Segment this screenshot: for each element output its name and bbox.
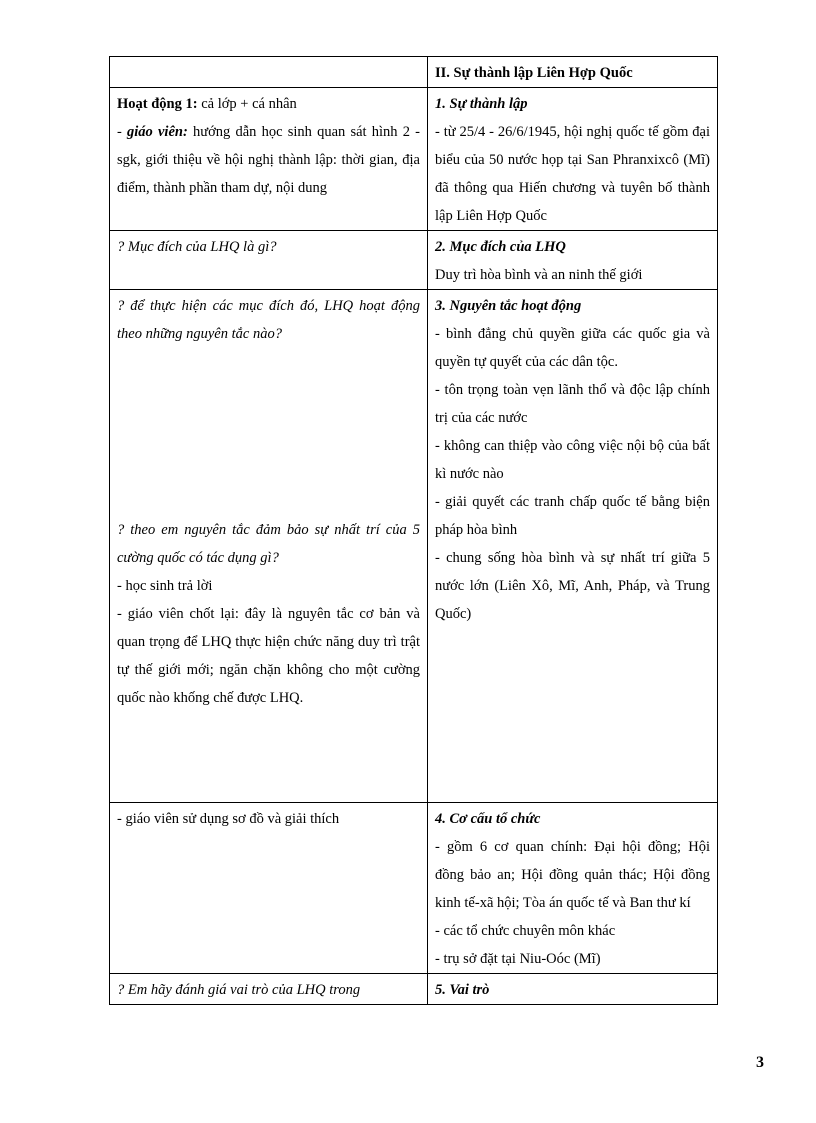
- table-cell: [428, 803, 718, 974]
- teacher-text: hướng dẫn học sinh quan sát hình 2 - sgk, giới thiệu về hội nghị thành lập: thời gian, địa điểm, thành phần tham dự, nội dung: [117, 124, 420, 196]
- paragraph: - từ 25/4 - 26/6/1945, hội nghị quốc tế gồm đại biểu của 50 nước họp tại San Phranxixcô (Mĩ) đã thông qua Hiến chương và tuyên bố thành lập Liên Hợp Quốc: [435, 124, 710, 224]
- list-item: - trụ sở đặt tại Niu-Oóc (Mĩ): [435, 951, 601, 967]
- question: ? Em hãy đánh giá vai trò của LHQ trong: [117, 982, 361, 998]
- activity-label: Hoạt động 1:: [117, 96, 198, 112]
- activity-text: cả lớp + cá nhân: [197, 96, 297, 112]
- table-cell: [110, 88, 428, 231]
- table-cell: [428, 290, 718, 803]
- subsection-heading: 3. Nguyên tắc hoạt động: [435, 298, 582, 314]
- question: ? theo em nguyên tắc đảm bảo sự nhất trí của 5 cường quốc có tác dụng gì?: [117, 522, 420, 566]
- table-row: [110, 57, 718, 88]
- list-item: - bình đẳng chủ quyền giữa các quốc gia và quyền tự quyết của các dân tộc.: [435, 326, 710, 370]
- table-row: [110, 290, 718, 803]
- list-item: - gồm 6 cơ quan chính: Đại hội đồng; Hội đồng bảo an; Hội đồng quản thác; Hội đồng kinh tế-xã hội; Tòa án quốc tế và Ban thư kí: [435, 839, 710, 911]
- lesson-table: [109, 56, 718, 1005]
- list-item: - chung sống hòa bình và sự nhất trí giữa 5 nước lớn (Liên Xô, Mĩ, Anh, Pháp, và Trung Quốc): [435, 550, 710, 622]
- table-row: [110, 803, 718, 974]
- table-row: [110, 231, 718, 290]
- list-item: - giải quyết các tranh chấp quốc tế bằng biện pháp hòa bình: [435, 494, 710, 538]
- table-cell: [428, 57, 718, 88]
- table-row: [110, 88, 718, 231]
- table-cell: [110, 803, 428, 974]
- page-number: 3: [756, 1054, 764, 1071]
- paragraph: Duy trì hòa bình và an ninh thế giới: [435, 267, 643, 283]
- teacher-label: giáo viên:: [127, 124, 188, 140]
- list-item: - các tổ chức chuyên môn khác: [435, 923, 616, 939]
- table-cell: [428, 88, 718, 231]
- question: ? để thực hiện các mục đích đó, LHQ hoạt động theo những nguyên tắc nào?: [117, 298, 420, 342]
- list-item: - tôn trọng toàn vẹn lãnh thổ và độc lập chính trị của các nước: [435, 382, 710, 426]
- table-cell: [110, 974, 428, 1005]
- section-heading: II. Sự thành lập Liên Hợp Quốc: [435, 65, 633, 81]
- subsection-heading: 2. Mục đích của LHQ: [435, 239, 566, 255]
- table-cell: [428, 974, 718, 1005]
- table-row: [110, 974, 718, 1005]
- table-cell: [428, 231, 718, 290]
- list-item: - không can thiệp vào công việc nội bộ của bất kì nước nào: [435, 438, 710, 482]
- table-cell: [110, 231, 428, 290]
- table-cell: [110, 290, 428, 803]
- answer: - giáo viên chốt lại: đây là nguyên tắc cơ bản và quan trọng để LHQ thực hiện chức năng duy trì trật tự thế giới mới; ngăn chặn không cho một cường quốc nào khống chế được LHQ.: [117, 606, 420, 706]
- subsection-heading: 1. Sự thành lập: [435, 96, 528, 112]
- question: ? Mục đích của LHQ là gì?: [117, 239, 277, 255]
- paragraph: - giáo viên sử dụng sơ đồ và giải thích: [117, 811, 340, 827]
- subsection-heading: 4. Cơ cấu tổ chức: [435, 811, 541, 827]
- subsection-heading: 5. Vai trò: [435, 982, 490, 998]
- answer: - học sinh trả lời: [117, 578, 213, 594]
- dash: -: [117, 124, 128, 140]
- table-cell-empty: [110, 57, 428, 88]
